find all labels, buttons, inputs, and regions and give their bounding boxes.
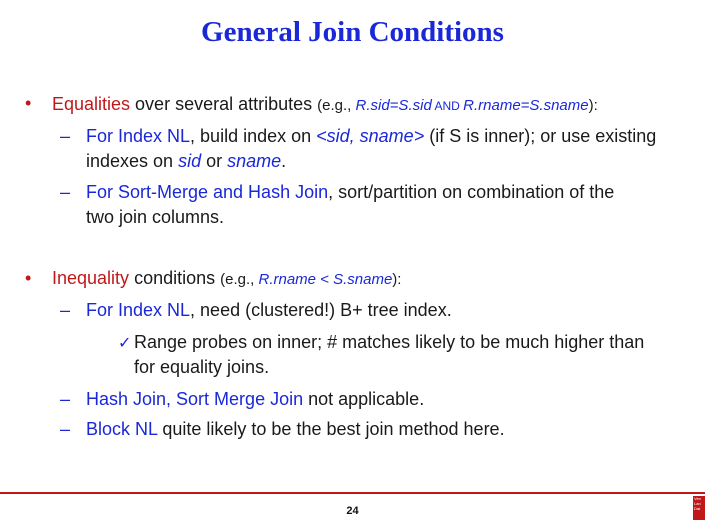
equality-sub1-lead: For Index NL [86,126,191,146]
inequality-sub2-lead: Hash Join, Sort Merge Join [86,389,304,409]
page-number: 24 [346,505,359,517]
equality-sub1-sid: sid [178,151,202,171]
inequality-sub2-text: not applicable. [303,389,425,409]
equality-example-close: ): [588,97,598,114]
inequality-lead: Inequality [52,268,130,288]
equality-example-and: AND [431,99,464,113]
equality-sub1-sname: sname [227,151,282,171]
bullet-icon: • [25,93,32,113]
equality-sub2-text: , sort/partition on combination of the [328,182,615,202]
dash-icon: – [60,182,71,202]
dash-icon: – [60,389,71,409]
equality-sub1-text: , build index on [190,126,317,146]
checkmark-icon: ✓ [118,335,132,352]
inequality-sub2 [86,389,424,410]
bullet-icon: • [25,268,32,288]
equality-sub1-or: or [201,151,228,171]
inequality-sub3-lead: Block NL [86,419,158,439]
equality-sub1-line1 [86,126,656,147]
inequality-sub3-text: quite likely to be the best join method here. [157,419,505,439]
equality-lead: Equalities [52,94,131,114]
dash-icon: – [60,126,71,146]
equality-example-expr2: R.rname=S.sname [463,97,589,114]
equality-sub1-line2 [86,151,286,172]
inequality-example-open: (e.g., [220,271,259,288]
inequality-example-expr: R.rname < S.sname [258,271,393,288]
dash-icon: – [60,300,71,320]
equality-sub2-line1 [86,182,614,203]
inequality-sub1-text: , need (clustered!) B+ tree index. [190,300,452,320]
inequality-example-close: ): [392,271,402,288]
inequality-sub1-lead: For Index NL [86,300,191,320]
equality-example-open: (e.g., [317,97,356,114]
inequality-check-line1: Range probes on inner; # matches likely to be much higher than [134,332,645,352]
equality-sub2-lead: For Sort-Merge and Hash Join [86,182,329,202]
inequality-sub1 [86,300,452,321]
inequality-check-line2: for equality joins. [134,357,270,377]
equality-sub1-end: . [281,151,287,171]
equality-sub1-key: <sid, sname> [316,126,425,146]
inequality-sub3 [86,419,505,440]
equality-sub1-line2-a: indexes on [86,151,179,171]
equality-rest: over several attributes [130,94,318,114]
slide-title: General Join Conditions [201,16,504,48]
equality-example-expr1: R.sid=S.sid [355,97,432,114]
equality-sub2-line2: two join columns. [86,207,225,227]
dash-icon: – [60,419,71,439]
inequality-rest: conditions [129,268,221,288]
inequality-bullet [52,268,401,289]
equality-bullet [52,94,598,115]
logo: Ven Lan Dat [693,496,705,520]
equality-sub1-text2: (if S is inner); or use existing [424,126,657,146]
footer-divider [0,492,705,494]
